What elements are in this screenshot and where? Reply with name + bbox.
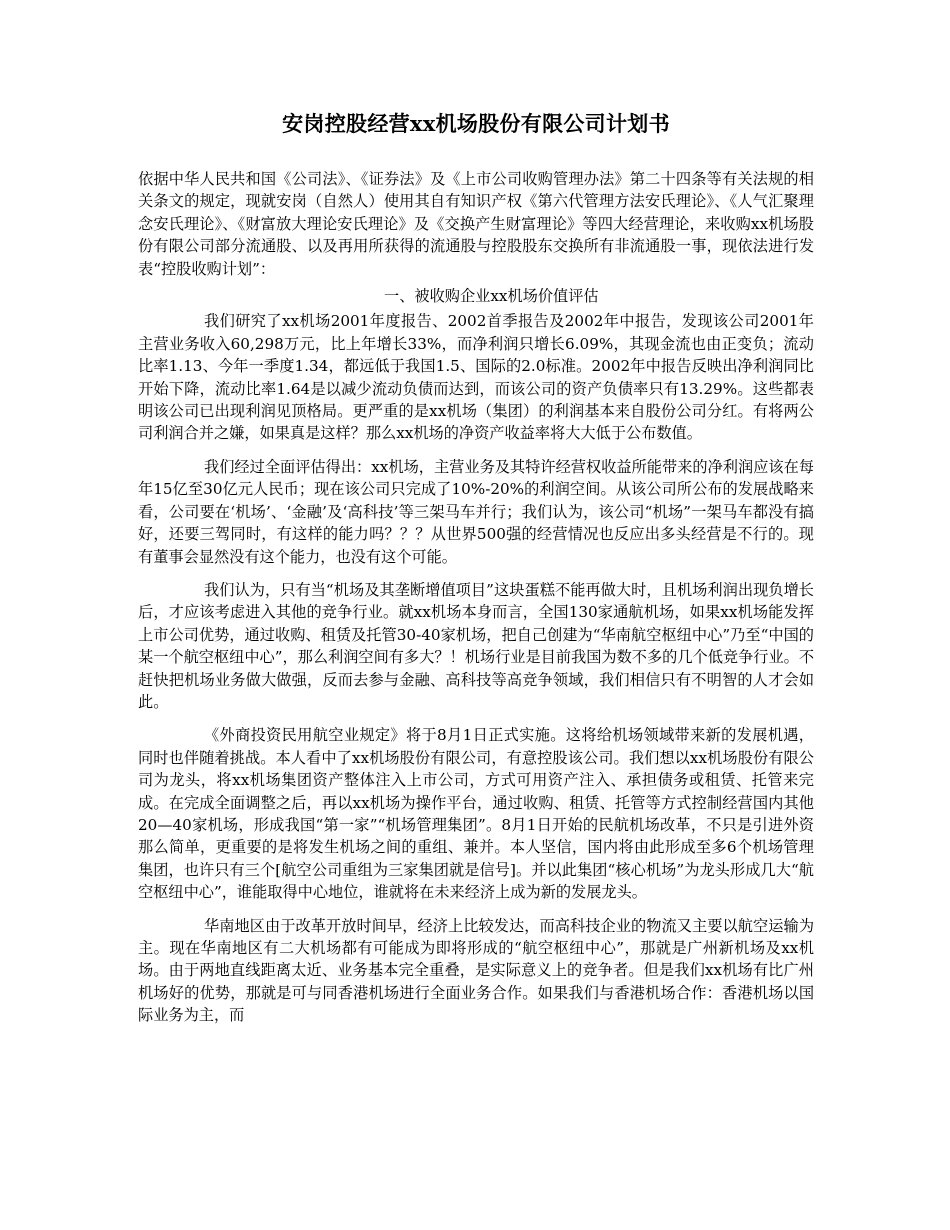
document-title: 安岗控股经营xx机场股份有限公司计划书 xyxy=(282,111,670,136)
body-paragraph-3: 我们认为，只有当“机场及其垄断增值项目”这块蛋糕不能再做大时，且机场利润出现负增长后，才应该考虑进入其他的竞争行业。就xx机场本身而言，全国130家通航机场，如果xx机场能发挥上市公司优势，通过收购、租赁及托管30-40家机场，把自己创建为“华南航空枢纽中心”乃至“中国的某一个航空枢纽中心”，那么利润空间有多大？！机场行业是目前我国为数不多的几个低竞争行业。不赶快把机场业务做大做强，反而去参与金融、高科技等高竞争领域，我们相信只有不明智的人才会如此。 xyxy=(138,580,815,711)
body-paragraph-4: 《外商投资民用航空业规定》将于8月1日正式实施。这将给机场领域带来新的发展机遇，同时也伴随着挑战。本人看中了xx机场股份有限公司，有意控股该公司。我们想以xx机场股份有限公司为龙头，将xx机场集团资产整体注入上市公司，方式可用资产注入、承担债务或租赁、托管来完成。在完成全面调整之后，再以xx机场为操作平台，通过收购、租赁、托管等方式控制经营国内其他20—40家机场，形成我国“第一家”“机场管理集团”。8月1日开始的民航机场改革，不只是引进外资那么简单，更重要的是将发生机场之间的重组、兼并。本人坚信，国内将由此形成至多6个机场管理集团，也许只有三个[航空公司重组为三家集团就是信号]。并以此集团“核心机场”为龙头形成几大“航空枢纽中心”，谁能取得中心地位，谁就将在未来经济上成为新的发展龙头。 xyxy=(138,726,814,902)
body-paragraph-1: 我们研究了xx机场2001年度报告、2002首季报告及2002年中报告，发现该公司2001年主营业务收入60,298万元，比上年增长33%，而净利润只增长6.09%，其现金流也由正变负；流动比率1.13、今年一季度1.34，都远低于我国1.5、国际的2.0标准。2002年中报告反映出净利润同比开始下降，流动比率1.64是以减少流动负债而达到，而该公司的资产负债率只有13.29%。这些都表明该公司已出现利润见顶格局。更严重的是xx机场（集团）的利润基本来自股份公司分红。有将两公司利润合并之嫌，如果真是这样？那么xx机场的净资产收益率将大大低于公布数值。 xyxy=(138,312,814,443)
intro-paragraph: 依据中华人民共和国《公司法》、《证券法》及《上市公司收购管理办法》第二十四条等有关法规的相关条文的规定，现就安岗（自然人）使用其自有知识产权《第六代管理方法安氏理论》、《人气汇聚理念安氏理论》、《财富放大理论安氏理论》及《交换产生财富理论》等四大经营理论，来收购xx机场股份有限公司部分流通股、以及再用所获得的流通股与控股股东交换所有非流通股一事，现依法进行发表“控股收购计划”： xyxy=(138,170,814,278)
body-paragraph-5: 华南地区由于改革开放时间早，经济上比较发达，而高科技企业的物流又主要以航空运输为主。现在华南地区有二大机场都有可能成为即将形成的“航空枢纽中心”，那就是广州新机场及xx机场。由于两地直线距离太近、业务基本完全重叠，是实际意义上的竞争者。但是我们xx机场有比广州机场好的优势，那就是可与同香港机场进行全面业务合作。如果我们与香港机场合作：香港机场以国际业务为主，而 xyxy=(138,916,814,1025)
section-heading: 一、被收购企业xx机场价值评估 xyxy=(384,287,599,306)
body-paragraph-2: 我们经过全面评估得出：xx机场，主营业务及其特许经营权收益所能带来的净利润应该在每年15亿至30亿元人民币；现在该公司只完成了10%-20%的利润空间。从该公司所公布的发展战略来看，公司要在‘机场’、‘金融’及‘高科技’等三架马车并行；我们认为，该公司“机场”一架马车都没有搞好，还要三驾同时，有这样的能力吗？？？从世界500强的经营情况也反应出多头经营是不行的。现有董事会显然没有这个能力，也没有这个可能。 xyxy=(138,457,814,566)
document-page xyxy=(138,110,814,1027)
